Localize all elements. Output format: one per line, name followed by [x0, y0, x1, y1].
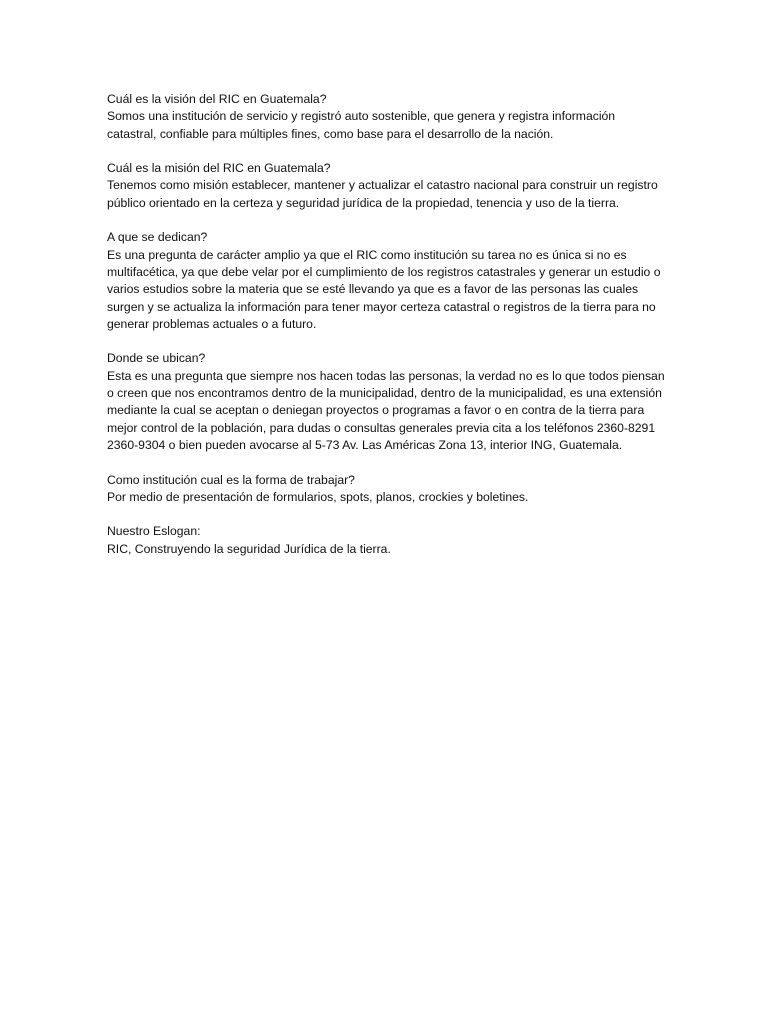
answer-paragraph: RIC, Construyendo la seguridad Jurídica de la tierra. — [107, 541, 391, 556]
section-ubicacion — [107, 350, 667, 454]
answer-paragraph: Por medio de presentación de formularios, spots, planos, crockies y boletines. — [107, 489, 529, 504]
answer-paragraph: Esta es una pregunta que siempre nos hacen todas las personas, la verdad no es lo que todos piensan o creen que nos encontramos dentro de la municipalidad, dentro de la municipalidad, es una extensión mediante la cual se aceptan o deniegan proyectos o programas a favor o en contra de la tierra para mejor control de la población, para dudas o consultas generales previa cita a los teléfonos 2360-8291 2360-9304 o bien pueden avocarse al 5-73 Av. Las Américas Zona 13, interior ING, Guatemala. — [107, 368, 665, 452]
section-vision — [107, 91, 667, 143]
question-heading: Como institución cual es la forma de trabajar? — [107, 472, 355, 487]
answer-paragraph: Es una pregunta de carácter amplio ya que el RIC como institución su tarea no es única si no es multifacética, ya que debe velar por el cumplimiento de los registros catastrales y generar un estudio o varios estudios sobre la materia que se esté llevando ya que es a favor de las personas las cuales surgen y se actualiza la información para tener mayor certeza catastral o registros de la tierra para no generar problemas actuales o a futuro. — [107, 247, 661, 331]
section-dedicacion — [107, 229, 667, 333]
question-heading: Donde se ubican? — [107, 351, 206, 366]
section-forma-trabajo — [107, 472, 667, 507]
section-eslogan — [107, 523, 667, 558]
question-heading: A que se dedican? — [107, 230, 208, 245]
document-body — [107, 91, 667, 575]
question-heading: Nuestro Eslogan: — [107, 524, 201, 539]
answer-paragraph: Tenemos como misión establecer, mantener y actualizar el catastro nacional para construir un registro público orientado en la certeza y seguridad jurídica de la propiedad, tenencia y uso de la tierra. — [107, 178, 658, 210]
question-heading: Cuál es la visión del RIC en Guatemala? — [107, 92, 327, 106]
answer-paragraph: Somos una institución de servicio y registró auto sostenible, que genera y registra información catastral, confiable para múltiples fines, como base para el desarrollo de la nación. — [107, 109, 616, 141]
section-mision — [107, 160, 667, 212]
question-heading: Cuál es la misión del RIC en Guatemala? — [107, 161, 331, 176]
